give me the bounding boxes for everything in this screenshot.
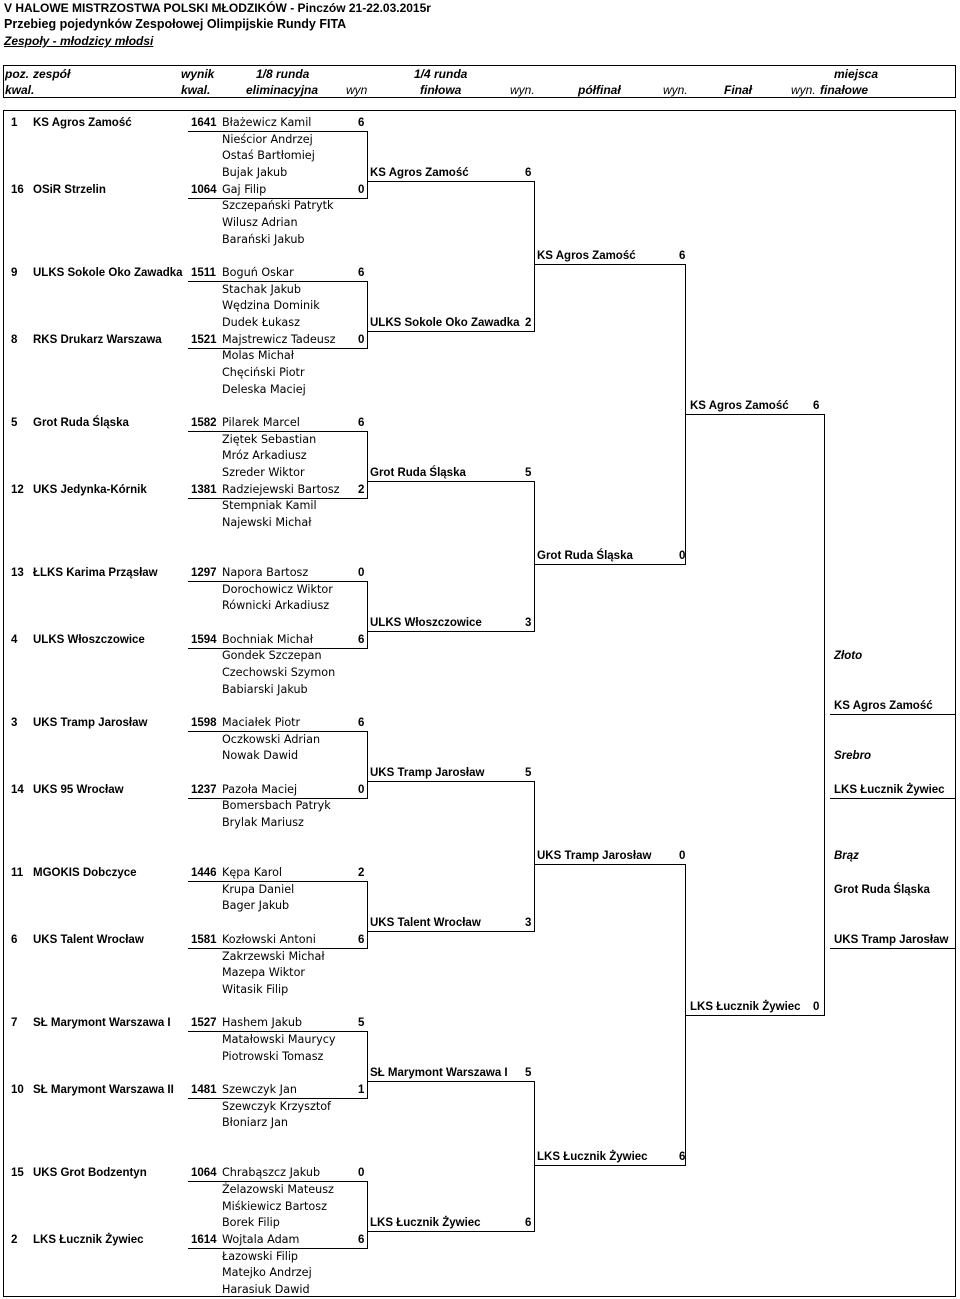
quarterfinal-line xyxy=(367,1081,535,1082)
bronze-team: Grot Ruda Śląska xyxy=(834,884,930,896)
team-line xyxy=(188,198,368,199)
team-member: Wilusz Adrian xyxy=(222,216,298,229)
bracket-connector xyxy=(367,731,368,798)
team-member: Szewczyk Krzysztof xyxy=(222,1100,331,1113)
final-result: 0 xyxy=(813,1001,820,1013)
team-member: Stachak Jakub xyxy=(222,283,301,296)
match-result: 5 xyxy=(358,1017,365,1029)
team-member: Miśkiewicz Bartosz xyxy=(222,1200,327,1213)
quarterfinal-team: ULKS Sokole Oko Zawadka xyxy=(370,317,520,329)
team-member: Stempniak Kamil xyxy=(222,499,317,512)
seed-number: 2 xyxy=(11,1234,18,1246)
bracket-connector xyxy=(367,281,368,348)
team-line xyxy=(188,798,368,799)
team-member: Zakrzewski Michał xyxy=(222,950,325,963)
team-member: Brylak Mariusz xyxy=(222,816,304,829)
quarterfinal-line xyxy=(367,631,535,632)
quarterfinal-result: 2 xyxy=(525,317,532,329)
team-member: Wędzina Dominik xyxy=(222,299,320,312)
team-name: UKS Grot Bodzentyn xyxy=(33,1167,147,1179)
qualification-score: 1446 xyxy=(191,867,217,879)
team-member: Mróz Arkadiusz xyxy=(222,449,307,462)
team-member: Szreder Wiktor xyxy=(222,466,305,479)
team-member: Bager Jakub xyxy=(222,899,290,912)
silver-team: LKS Łucznik Żywiec xyxy=(834,784,945,796)
seed-number: 1 xyxy=(11,117,18,129)
quarterfinal-line xyxy=(367,331,535,332)
quarterfinal-result: 6 xyxy=(525,167,532,179)
col-quarterfinal: finłowa xyxy=(420,83,462,97)
team-member: Harasiuk Dawid xyxy=(222,1283,310,1296)
col-places: miejsca xyxy=(834,67,879,81)
bracket-connector xyxy=(367,1031,368,1098)
team-member: Krupa Daniel xyxy=(222,883,295,896)
team-member: Nowak Dawid xyxy=(222,749,299,762)
team-line xyxy=(188,1098,368,1099)
qualification-score: 1521 xyxy=(191,334,217,346)
team-member: Napora Bartosz xyxy=(222,566,309,579)
col-wyn3: wyn. xyxy=(663,83,688,97)
team-member: Łazowski Filip xyxy=(222,1250,299,1263)
seed-number: 10 xyxy=(11,1084,24,1096)
team-member: Błażewicz Kamil xyxy=(222,116,312,129)
col-kwal2: kwal. xyxy=(181,83,211,97)
bracket-connector xyxy=(367,431,368,498)
quarterfinal-line xyxy=(367,781,535,782)
seed-number: 5 xyxy=(11,417,18,429)
team-member: Matejko Andrzej xyxy=(222,1266,312,1279)
team-member: Szczepański Patrytk xyxy=(222,199,334,212)
match-result: 6 xyxy=(358,1234,365,1246)
bronze-team: UKS Tramp Jarosław xyxy=(834,934,949,946)
match-result: 2 xyxy=(358,484,365,496)
quarterfinal-result: 5 xyxy=(525,767,532,779)
bracket-box xyxy=(3,110,956,1297)
semifinal-line xyxy=(534,1165,686,1166)
match-result: 1 xyxy=(358,1084,365,1096)
quarterfinal-team: UKS Talent Wrocław xyxy=(370,917,481,929)
seed-number: 3 xyxy=(11,717,18,729)
team-member: Bomersbach Patryk xyxy=(222,799,331,812)
qualification-score: 1064 xyxy=(191,184,217,196)
qualification-score: 1381 xyxy=(191,484,217,496)
team-member: Witasik Filip xyxy=(222,983,289,996)
category-label: Zespoły - młodzicy młodsi xyxy=(4,34,154,48)
team-member: Maciałek Piotr xyxy=(222,716,301,729)
team-member: Ostaś Bartłomiej xyxy=(222,149,315,162)
final-line xyxy=(685,1015,825,1016)
quarterfinal-line xyxy=(367,931,535,932)
semifinal-line xyxy=(534,864,686,865)
team-name: Grot Ruda Śląska xyxy=(33,417,129,429)
col-wyn4: wyn. xyxy=(791,83,816,97)
match-result: 6 xyxy=(358,934,365,946)
team-line xyxy=(188,1031,368,1032)
team-line xyxy=(188,581,368,582)
col-semifinal: półfinał xyxy=(578,83,621,97)
team-member: Chrabąszcz Jakub xyxy=(222,1166,321,1179)
team-name: SŁ Marymont Warszawa II xyxy=(33,1084,174,1096)
bracket-connector xyxy=(367,131,368,198)
quarterfinal-result: 3 xyxy=(525,917,532,929)
quarterfinal-result: 3 xyxy=(525,617,532,629)
match-result: 0 xyxy=(358,334,365,346)
team-member: Barański Jakub xyxy=(222,233,305,246)
team-member: Boguń Oskar xyxy=(222,266,294,279)
qualification-score: 1581 xyxy=(191,934,217,946)
qualification-score: 1594 xyxy=(191,634,217,646)
semifinal-result: 0 xyxy=(679,550,686,562)
team-line xyxy=(188,731,368,732)
team-line xyxy=(188,1248,368,1249)
team-member: Równicki Arkadiusz xyxy=(222,599,330,612)
team-member: Piotrowski Tomasz xyxy=(222,1050,324,1063)
bracket-connector xyxy=(534,181,535,331)
bracket-connector xyxy=(534,1081,535,1231)
qualification-score: 1527 xyxy=(191,1017,217,1029)
team-member: Matałowski Maurycy xyxy=(222,1033,336,1046)
team-member: Hashem Jakub xyxy=(222,1016,303,1029)
quarterfinal-team: KS Agros Zamość xyxy=(370,167,469,179)
team-member: Kępa Karol xyxy=(222,866,283,879)
final-team: LKS Łucznik Żywiec xyxy=(690,1001,801,1013)
team-member: Pazoła Maciej xyxy=(222,783,298,796)
bracket-connector xyxy=(534,781,535,931)
seed-number: 16 xyxy=(11,184,24,196)
team-member: Mazepa Wiktor xyxy=(222,966,306,979)
team-name: UKS 95 Wrocław xyxy=(33,784,124,796)
team-member: Babiarski Jakub xyxy=(222,683,308,696)
quarterfinal-line xyxy=(367,181,535,182)
semifinal-result: 0 xyxy=(679,850,686,862)
team-line xyxy=(188,281,368,282)
qualification-score: 1297 xyxy=(191,567,217,579)
place-line xyxy=(830,798,956,799)
qualification-score: 1641 xyxy=(191,117,217,129)
qualification-score: 1481 xyxy=(191,1084,217,1096)
team-name: ŁLKS Karima Prząsław xyxy=(33,567,158,579)
team-name: UKS Tramp Jarosław xyxy=(33,717,148,729)
team-member: Majstrewicz Tadeusz xyxy=(222,333,336,346)
team-name: KS Agros Zamość xyxy=(33,117,132,129)
team-member: Czechowski Szymon xyxy=(222,666,336,679)
semifinal-team: Grot Ruda Śląska xyxy=(537,550,633,562)
match-result: 6 xyxy=(358,634,365,646)
team-line xyxy=(188,131,368,132)
semifinal-line xyxy=(534,564,686,565)
team-name: LKS Łucznik Żywiec xyxy=(33,1234,144,1246)
sheet-subtitle: Przebieg pojedynków Zespołowej Olimpijskie Rundy FITA xyxy=(4,17,347,31)
team-line xyxy=(188,648,368,649)
seed-number: 9 xyxy=(11,267,18,279)
seed-number: 12 xyxy=(11,484,24,496)
col-round8: 1/4 runda xyxy=(414,67,468,81)
col-kwal: kwal. xyxy=(5,83,35,97)
qualification-score: 1582 xyxy=(191,417,217,429)
semifinal-team: UKS Tramp Jarosław xyxy=(537,850,652,862)
match-result: 0 xyxy=(358,1167,365,1179)
team-member: Chęciński Piotr xyxy=(222,366,305,379)
team-name: RKS Drukarz Warszawa xyxy=(33,334,162,346)
team-member: Gaj Filip xyxy=(222,183,267,196)
team-member: Molas Michał xyxy=(222,349,294,362)
match-result: 6 xyxy=(358,417,365,429)
team-member: Szewczyk Jan xyxy=(222,1083,297,1096)
seed-number: 8 xyxy=(11,334,18,346)
team-member: Wojtala Adam xyxy=(222,1233,300,1246)
team-name: ULKS Włoszczowice xyxy=(33,634,145,646)
bronze-label: Brąz xyxy=(834,850,859,862)
seed-number: 13 xyxy=(11,567,24,579)
seed-number: 7 xyxy=(11,1017,18,1029)
team-member: Dorochowicz Wiktor xyxy=(222,583,333,596)
final-team: KS Agros Zamość xyxy=(690,400,789,412)
silver-label: Srebro xyxy=(834,750,872,762)
team-line xyxy=(188,431,368,432)
team-member: Dudek Łukasz xyxy=(222,316,300,329)
team-name: ULKS Sokole Oko Zawadka xyxy=(33,267,183,279)
team-line xyxy=(188,348,368,349)
col-round16: 1/8 runda xyxy=(256,67,310,81)
col-score: wynik xyxy=(181,67,215,81)
team-member: Oczkowski Adrian xyxy=(222,733,321,746)
seed-number: 14 xyxy=(11,784,24,796)
col-wyn1: wyn xyxy=(346,83,368,97)
semifinal-line xyxy=(534,264,686,265)
team-line xyxy=(188,1181,368,1182)
final-result: 6 xyxy=(813,400,820,412)
team-member: Ziętek Sebastian xyxy=(222,433,317,446)
quarterfinal-team: LKS Łucznik Żywiec xyxy=(370,1217,481,1229)
team-member: Borek Filip xyxy=(222,1216,280,1229)
semifinal-team: KS Agros Zamość xyxy=(537,250,636,262)
quarterfinal-team: SŁ Marymont Warszawa I xyxy=(370,1067,508,1079)
match-result: 0 xyxy=(358,184,365,196)
col-team: zespół xyxy=(33,67,71,81)
match-result: 0 xyxy=(358,567,365,579)
bracket-connector xyxy=(367,881,368,948)
col-final: Finał xyxy=(724,83,753,97)
match-result: 0 xyxy=(358,784,365,796)
gold-team: KS Agros Zamość xyxy=(834,700,933,712)
qualification-score: 1511 xyxy=(191,267,216,279)
qualification-score: 1598 xyxy=(191,717,217,729)
col-wyn2: wyn. xyxy=(510,83,535,97)
quarterfinal-team: Grot Ruda Śląska xyxy=(370,467,466,479)
team-line xyxy=(188,498,368,499)
final-line xyxy=(685,414,825,415)
team-line xyxy=(188,948,368,949)
team-name: MGOKIS Dobczyce xyxy=(33,867,137,879)
seed-number: 4 xyxy=(11,634,18,646)
quarterfinal-result: 6 xyxy=(525,1217,532,1229)
team-member: Gondek Szczepan xyxy=(222,649,322,662)
team-member: Nieścior Andrzej xyxy=(222,133,313,146)
bracket-connector xyxy=(534,481,535,631)
match-result: 6 xyxy=(358,117,365,129)
team-name: OSiR Strzelin xyxy=(33,184,106,196)
bracket-connector xyxy=(367,581,368,648)
team-member: Radziejewski Bartosz xyxy=(222,483,340,496)
col-poz: poz. xyxy=(5,67,29,81)
quarterfinal-team: ULKS Włoszczowice xyxy=(370,617,482,629)
team-member: Najewski Michał xyxy=(222,516,312,529)
col-finals: finałowe xyxy=(820,83,869,97)
seed-number: 15 xyxy=(11,1167,24,1179)
team-name: UKS Jedynka-Kórnik xyxy=(33,484,147,496)
match-result: 2 xyxy=(358,867,365,879)
seed-number: 11 xyxy=(11,867,24,879)
semifinal-result: 6 xyxy=(679,1151,686,1163)
semifinal-result: 6 xyxy=(679,250,686,262)
sheet-title: V HALOWE MISTRZOSTWA POLSKI MŁODZIKÓW - Pinczów 21-22.03.2015r xyxy=(4,1,431,15)
match-result: 6 xyxy=(358,267,365,279)
team-member: Błoniarz Jan xyxy=(222,1116,289,1129)
quarterfinal-line xyxy=(367,1231,535,1232)
qualification-score: 1614 xyxy=(191,1234,217,1246)
semifinal-team: LKS Łucznik Żywiec xyxy=(537,1151,648,1163)
team-line xyxy=(188,881,368,882)
gold-label: Złoto xyxy=(834,650,863,662)
bracket-connector xyxy=(367,1181,368,1248)
team-member: Bochniak Michał xyxy=(222,633,313,646)
team-member: Kozłowski Antoni xyxy=(222,933,316,946)
place-line xyxy=(830,948,956,949)
team-name: SŁ Marymont Warszawa I xyxy=(33,1017,171,1029)
team-member: Żelazowski Mateusz xyxy=(222,1183,334,1196)
bracket-connector xyxy=(824,414,825,1015)
team-member: Deleska Maciej xyxy=(222,383,306,396)
quarterfinal-result: 5 xyxy=(525,467,532,479)
team-name: UKS Talent Wrocław xyxy=(33,934,144,946)
team-member: Pilarek Marcel xyxy=(222,416,300,429)
match-result: 6 xyxy=(358,717,365,729)
quarterfinal-team: UKS Tramp Jarosław xyxy=(370,767,485,779)
place-line xyxy=(830,714,956,715)
quarterfinal-line xyxy=(367,481,535,482)
team-member: Bujak Jakub xyxy=(222,166,288,179)
seed-number: 6 xyxy=(11,934,18,946)
col-elim: eliminacyjna xyxy=(246,83,319,97)
qualification-score: 1064 xyxy=(191,1167,217,1179)
quarterfinal-result: 5 xyxy=(525,1067,532,1079)
qualification-score: 1237 xyxy=(191,784,217,796)
